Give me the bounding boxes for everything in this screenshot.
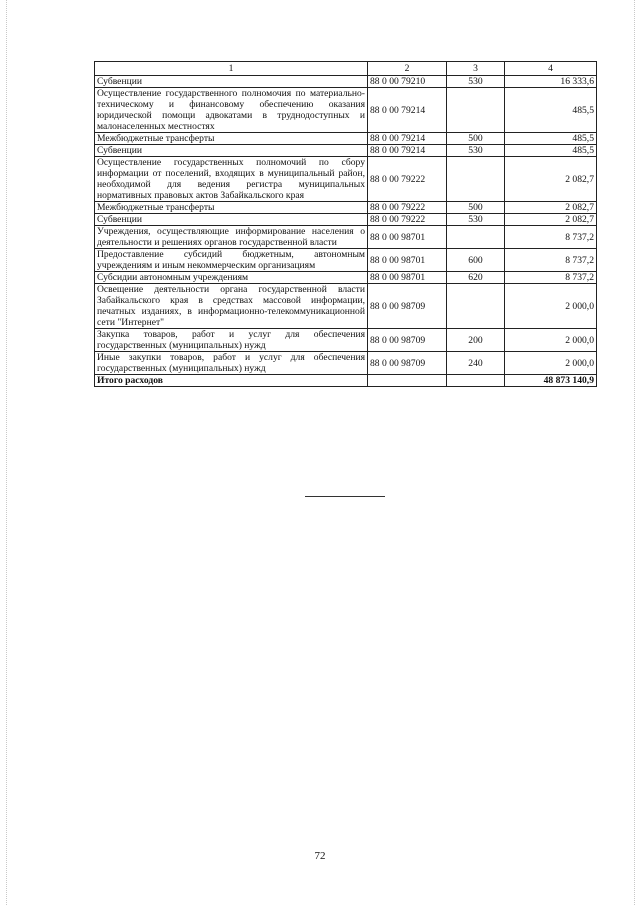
closing-separator-line xyxy=(305,496,385,497)
table-row xyxy=(95,202,597,214)
row-code: 88 0 00 98709 xyxy=(368,329,447,352)
column-header-2: 2 xyxy=(368,62,447,76)
row-expense-type: 600 xyxy=(447,249,505,272)
row-expense-type xyxy=(447,157,505,202)
row-expense-type: 530 xyxy=(447,76,505,88)
scan-right-edge xyxy=(634,0,635,905)
row-code: 88 0 00 79222 xyxy=(368,202,447,214)
row-expense-type: 530 xyxy=(447,145,505,157)
row-sum: 16 333,6 xyxy=(505,76,597,88)
row-code: 88 0 00 79214 xyxy=(368,145,447,157)
table-row xyxy=(95,214,597,226)
row-sum: 485,5 xyxy=(505,88,597,133)
row-sum: 2 000,0 xyxy=(505,284,597,329)
row-code: 88 0 00 79210 xyxy=(368,76,447,88)
table-row xyxy=(95,329,597,352)
row-name: Субвенции xyxy=(95,145,368,157)
row-expense-type xyxy=(447,284,505,329)
row-sum: 8 737,2 xyxy=(505,249,597,272)
row-code: 88 0 00 79214 xyxy=(368,133,447,145)
row-sum: 2 000,0 xyxy=(505,352,597,375)
page-number: 72 xyxy=(314,850,326,862)
row-sum: 2 000,0 xyxy=(505,329,597,352)
row-sum: 2 082,7 xyxy=(505,214,597,226)
total-label: Итого расходов xyxy=(95,375,368,387)
table-row xyxy=(95,76,597,88)
row-sum: 8 737,2 xyxy=(505,272,597,284)
row-name: Предоставление субсидий бюджетным, автономным учреждениям и иным некоммерческим организациям xyxy=(95,249,368,272)
row-expense-type xyxy=(447,226,505,249)
row-name: Межбюджетные трансферты xyxy=(95,133,368,145)
table-row xyxy=(95,88,597,133)
row-expense-type: 530 xyxy=(447,214,505,226)
row-sum: 485,5 xyxy=(505,133,597,145)
row-name: Субвенции xyxy=(95,214,368,226)
row-code: 88 0 00 79214 xyxy=(368,88,447,133)
row-code: 88 0 00 98701 xyxy=(368,249,447,272)
table-row xyxy=(95,145,597,157)
row-sum: 8 737,2 xyxy=(505,226,597,249)
column-header-4: 4 xyxy=(505,62,597,76)
table-row xyxy=(95,133,597,145)
row-name: Субсидии автономным учреждениям xyxy=(95,272,368,284)
row-sum: 2 082,7 xyxy=(505,157,597,202)
table-row xyxy=(95,272,597,284)
column-header-1: 1 xyxy=(95,62,368,76)
row-expense-type: 200 xyxy=(447,329,505,352)
row-expense-type: 500 xyxy=(447,133,505,145)
table-row xyxy=(95,352,597,375)
row-name: Освещение деятельности органа государственной власти Забайкальского края в средствах массовой информации, печатных изданиях, в информационно-телекоммуникационной сети "Интернет" xyxy=(95,284,368,329)
table-row xyxy=(95,284,597,329)
row-code: 88 0 00 98709 xyxy=(368,284,447,329)
row-code: 88 0 00 79222 xyxy=(368,214,447,226)
total-sum: 48 873 140,9 xyxy=(505,375,597,387)
budget-table xyxy=(94,61,597,387)
column-header-3: 3 xyxy=(447,62,505,76)
row-code: 88 0 00 98709 xyxy=(368,352,447,375)
row-name: Межбюджетные трансферты xyxy=(95,202,368,214)
row-code: 88 0 00 79222 xyxy=(368,157,447,202)
row-name: Субвенции xyxy=(95,76,368,88)
table-header-row xyxy=(95,62,597,76)
table-row xyxy=(95,226,597,249)
scan-left-edge xyxy=(6,0,7,905)
row-name: Осуществление государственного полномочия по материально-техническому и финансовому обеспечению оказания юридической помощи адвокатами в труднодоступных и малонаселенных местностях xyxy=(95,88,368,133)
row-sum: 2 082,7 xyxy=(505,202,597,214)
row-name: Закупка товаров, работ и услуг для обеспечения государственных (муниципальных) нужд xyxy=(95,329,368,352)
row-name: Учреждения, осуществляющие информирование населения о деятельности и решениях органов государственной власти xyxy=(95,226,368,249)
row-name: Иные закупки товаров, работ и услуг для обеспечения государственных (муниципальных) нужд xyxy=(95,352,368,375)
row-expense-type xyxy=(447,88,505,133)
row-expense-type: 620 xyxy=(447,272,505,284)
total-row xyxy=(95,375,597,387)
total-code xyxy=(368,375,447,387)
table-row xyxy=(95,249,597,272)
table-row xyxy=(95,157,597,202)
row-sum: 485,5 xyxy=(505,145,597,157)
row-code: 88 0 00 98701 xyxy=(368,272,447,284)
row-code: 88 0 00 98701 xyxy=(368,226,447,249)
row-expense-type: 240 xyxy=(447,352,505,375)
row-expense-type: 500 xyxy=(447,202,505,214)
total-expense-type xyxy=(447,375,505,387)
row-name: Осуществление государственных полномочий по сбору информации от поселений, входящих в муниципальный район, необходимой для ведения регистра муниципальных нормативных правовых актов Забайкальского края xyxy=(95,157,368,202)
